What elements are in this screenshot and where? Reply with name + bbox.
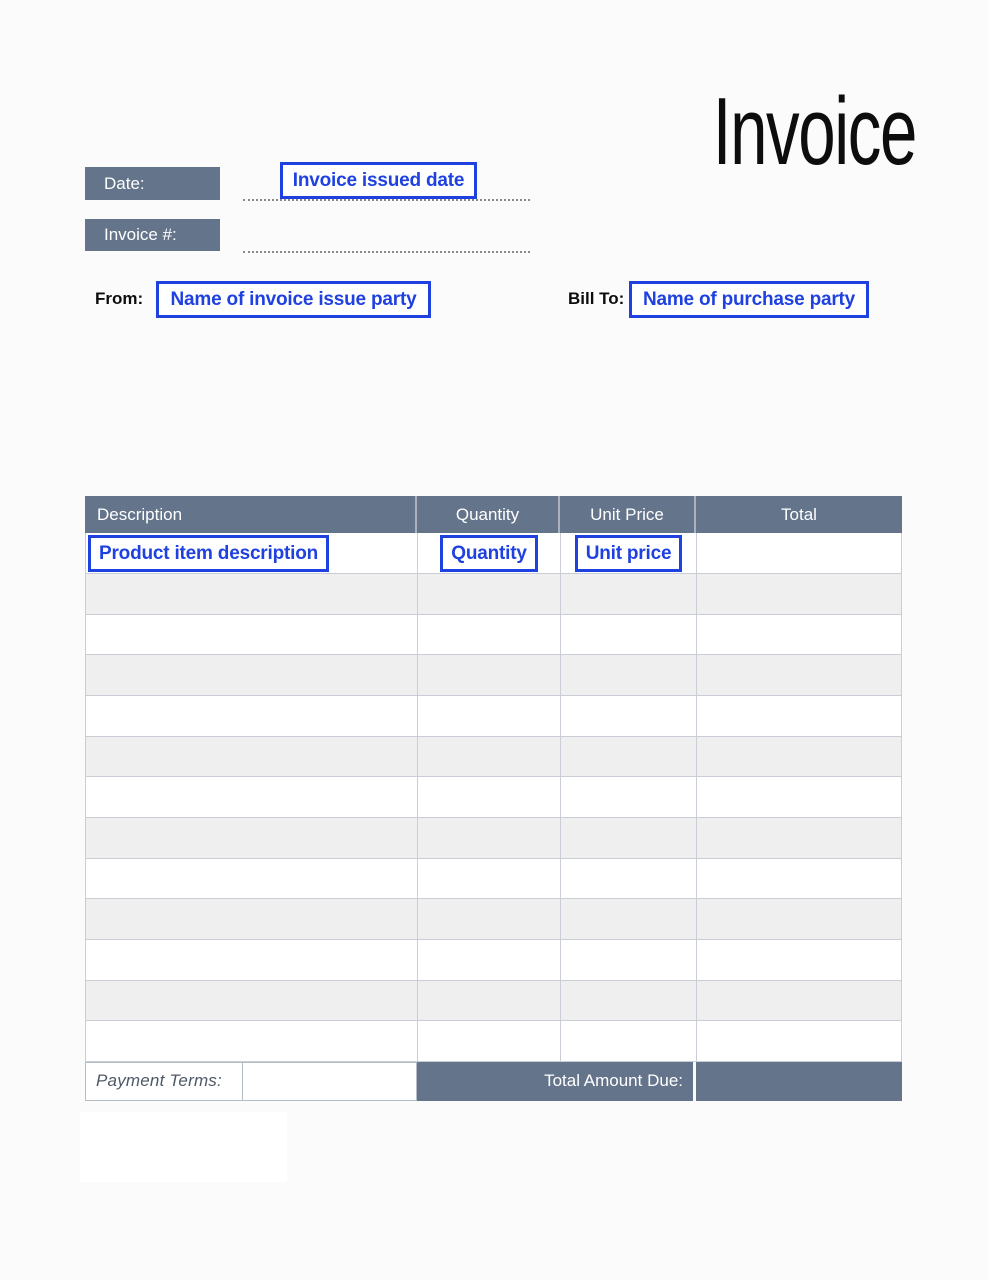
empty-cell[interactable]: [697, 981, 901, 1021]
table-row: [86, 737, 901, 778]
from-placeholder-text: Name of invoice issue party: [170, 288, 417, 310]
table-footer-row: [85, 1062, 902, 1101]
payment-terms-label: Payment Terms:: [85, 1062, 243, 1101]
invoice-number-label: [85, 219, 220, 251]
empty-cell[interactable]: [697, 859, 901, 899]
total-amount-due-label: Total Amount Due:: [417, 1062, 696, 1101]
empty-cell[interactable]: [86, 777, 418, 817]
page-title: Invoice: [712, 78, 916, 185]
date-placeholder-field[interactable]: [280, 162, 477, 199]
empty-cell[interactable]: [86, 655, 418, 695]
empty-cell[interactable]: [418, 940, 561, 980]
empty-cell[interactable]: [561, 859, 697, 899]
empty-cell[interactable]: [86, 899, 418, 939]
from-placeholder-field[interactable]: [156, 281, 431, 318]
empty-cell[interactable]: [561, 696, 697, 736]
empty-cell[interactable]: [697, 1021, 901, 1061]
table-row: [86, 1021, 901, 1062]
empty-cell[interactable]: [697, 655, 901, 695]
description-cell[interactable]: [86, 533, 418, 573]
table-empty-rows: [86, 574, 901, 1062]
table-row: [86, 777, 901, 818]
empty-cell[interactable]: [697, 737, 901, 777]
date-placeholder-text: Invoice issued date: [292, 169, 465, 191]
total-cell[interactable]: [697, 533, 901, 573]
empty-cell[interactable]: [561, 899, 697, 939]
table-row: [86, 899, 901, 940]
empty-cell[interactable]: [86, 1021, 418, 1061]
empty-cell[interactable]: [697, 940, 901, 980]
table-row: [86, 940, 901, 981]
table-row: [86, 615, 901, 656]
empty-cell[interactable]: [86, 981, 418, 1021]
empty-cell[interactable]: [418, 1021, 561, 1061]
empty-cell[interactable]: [418, 615, 561, 655]
header-quantity: Quantity: [417, 496, 560, 533]
empty-cell[interactable]: [86, 940, 418, 980]
empty-cell[interactable]: [561, 1021, 697, 1061]
empty-cell[interactable]: [418, 981, 561, 1021]
bill-to-placeholder-text: Name of purchase party: [642, 288, 856, 310]
empty-cell[interactable]: [418, 899, 561, 939]
header-total: Total: [781, 504, 817, 524]
bill-to-label: Bill To:: [568, 289, 625, 308]
invoice-number-fill-line[interactable]: [243, 251, 530, 253]
empty-cell[interactable]: [418, 655, 561, 695]
table-row: [86, 696, 901, 737]
date-label: [85, 167, 220, 200]
table-row: [86, 818, 901, 859]
quantity-cell[interactable]: [418, 533, 561, 573]
unit-price-cell[interactable]: [561, 533, 697, 573]
empty-cell[interactable]: [697, 818, 901, 858]
table-body: [85, 533, 902, 1062]
empty-cell[interactable]: [697, 615, 901, 655]
empty-cell[interactable]: [418, 696, 561, 736]
empty-cell[interactable]: [86, 859, 418, 899]
blank-overlay-box: [80, 1112, 287, 1182]
total-amount-due-value-cell[interactable]: [696, 1062, 902, 1101]
empty-cell[interactable]: [697, 777, 901, 817]
empty-cell[interactable]: [86, 818, 418, 858]
empty-cell[interactable]: [561, 615, 697, 655]
table-row: [86, 859, 901, 900]
empty-cell[interactable]: [86, 737, 418, 777]
empty-cell[interactable]: [86, 574, 418, 614]
placeholder-row: [86, 533, 901, 574]
empty-cell[interactable]: [86, 615, 418, 655]
payment-terms-value-cell[interactable]: [243, 1062, 417, 1101]
line-items-table: [85, 496, 902, 1101]
empty-cell[interactable]: [561, 737, 697, 777]
date-label-text: Date:: [104, 173, 145, 193]
description-placeholder[interactable]: Product item description: [88, 535, 329, 572]
table-row: [86, 981, 901, 1022]
bill-to-placeholder-field[interactable]: [629, 281, 869, 318]
empty-cell[interactable]: [561, 818, 697, 858]
header-description: Description: [85, 496, 417, 533]
from-label: From:: [95, 289, 144, 308]
empty-cell[interactable]: [561, 655, 697, 695]
table-row: [86, 574, 901, 615]
empty-cell[interactable]: [561, 981, 697, 1021]
empty-cell[interactable]: [418, 818, 561, 858]
table-row: [86, 655, 901, 696]
empty-cell[interactable]: [418, 859, 561, 899]
empty-cell[interactable]: [86, 696, 418, 736]
unit-price-placeholder[interactable]: Unit price: [575, 535, 683, 572]
empty-cell[interactable]: [418, 574, 561, 614]
date-fill-line[interactable]: [243, 199, 530, 201]
empty-cell[interactable]: [697, 574, 901, 614]
empty-cell[interactable]: [561, 940, 697, 980]
quantity-placeholder[interactable]: Quantity: [440, 535, 537, 572]
table-header-row: [85, 496, 902, 533]
empty-cell[interactable]: [418, 737, 561, 777]
empty-cell[interactable]: [697, 899, 901, 939]
empty-cell[interactable]: [697, 696, 901, 736]
empty-cell[interactable]: [561, 574, 697, 614]
empty-cell[interactable]: [418, 777, 561, 817]
header-unit-price: Unit Price: [560, 496, 696, 533]
invoice-number-label-text: Invoice #:: [104, 225, 177, 244]
empty-cell[interactable]: [561, 777, 697, 817]
